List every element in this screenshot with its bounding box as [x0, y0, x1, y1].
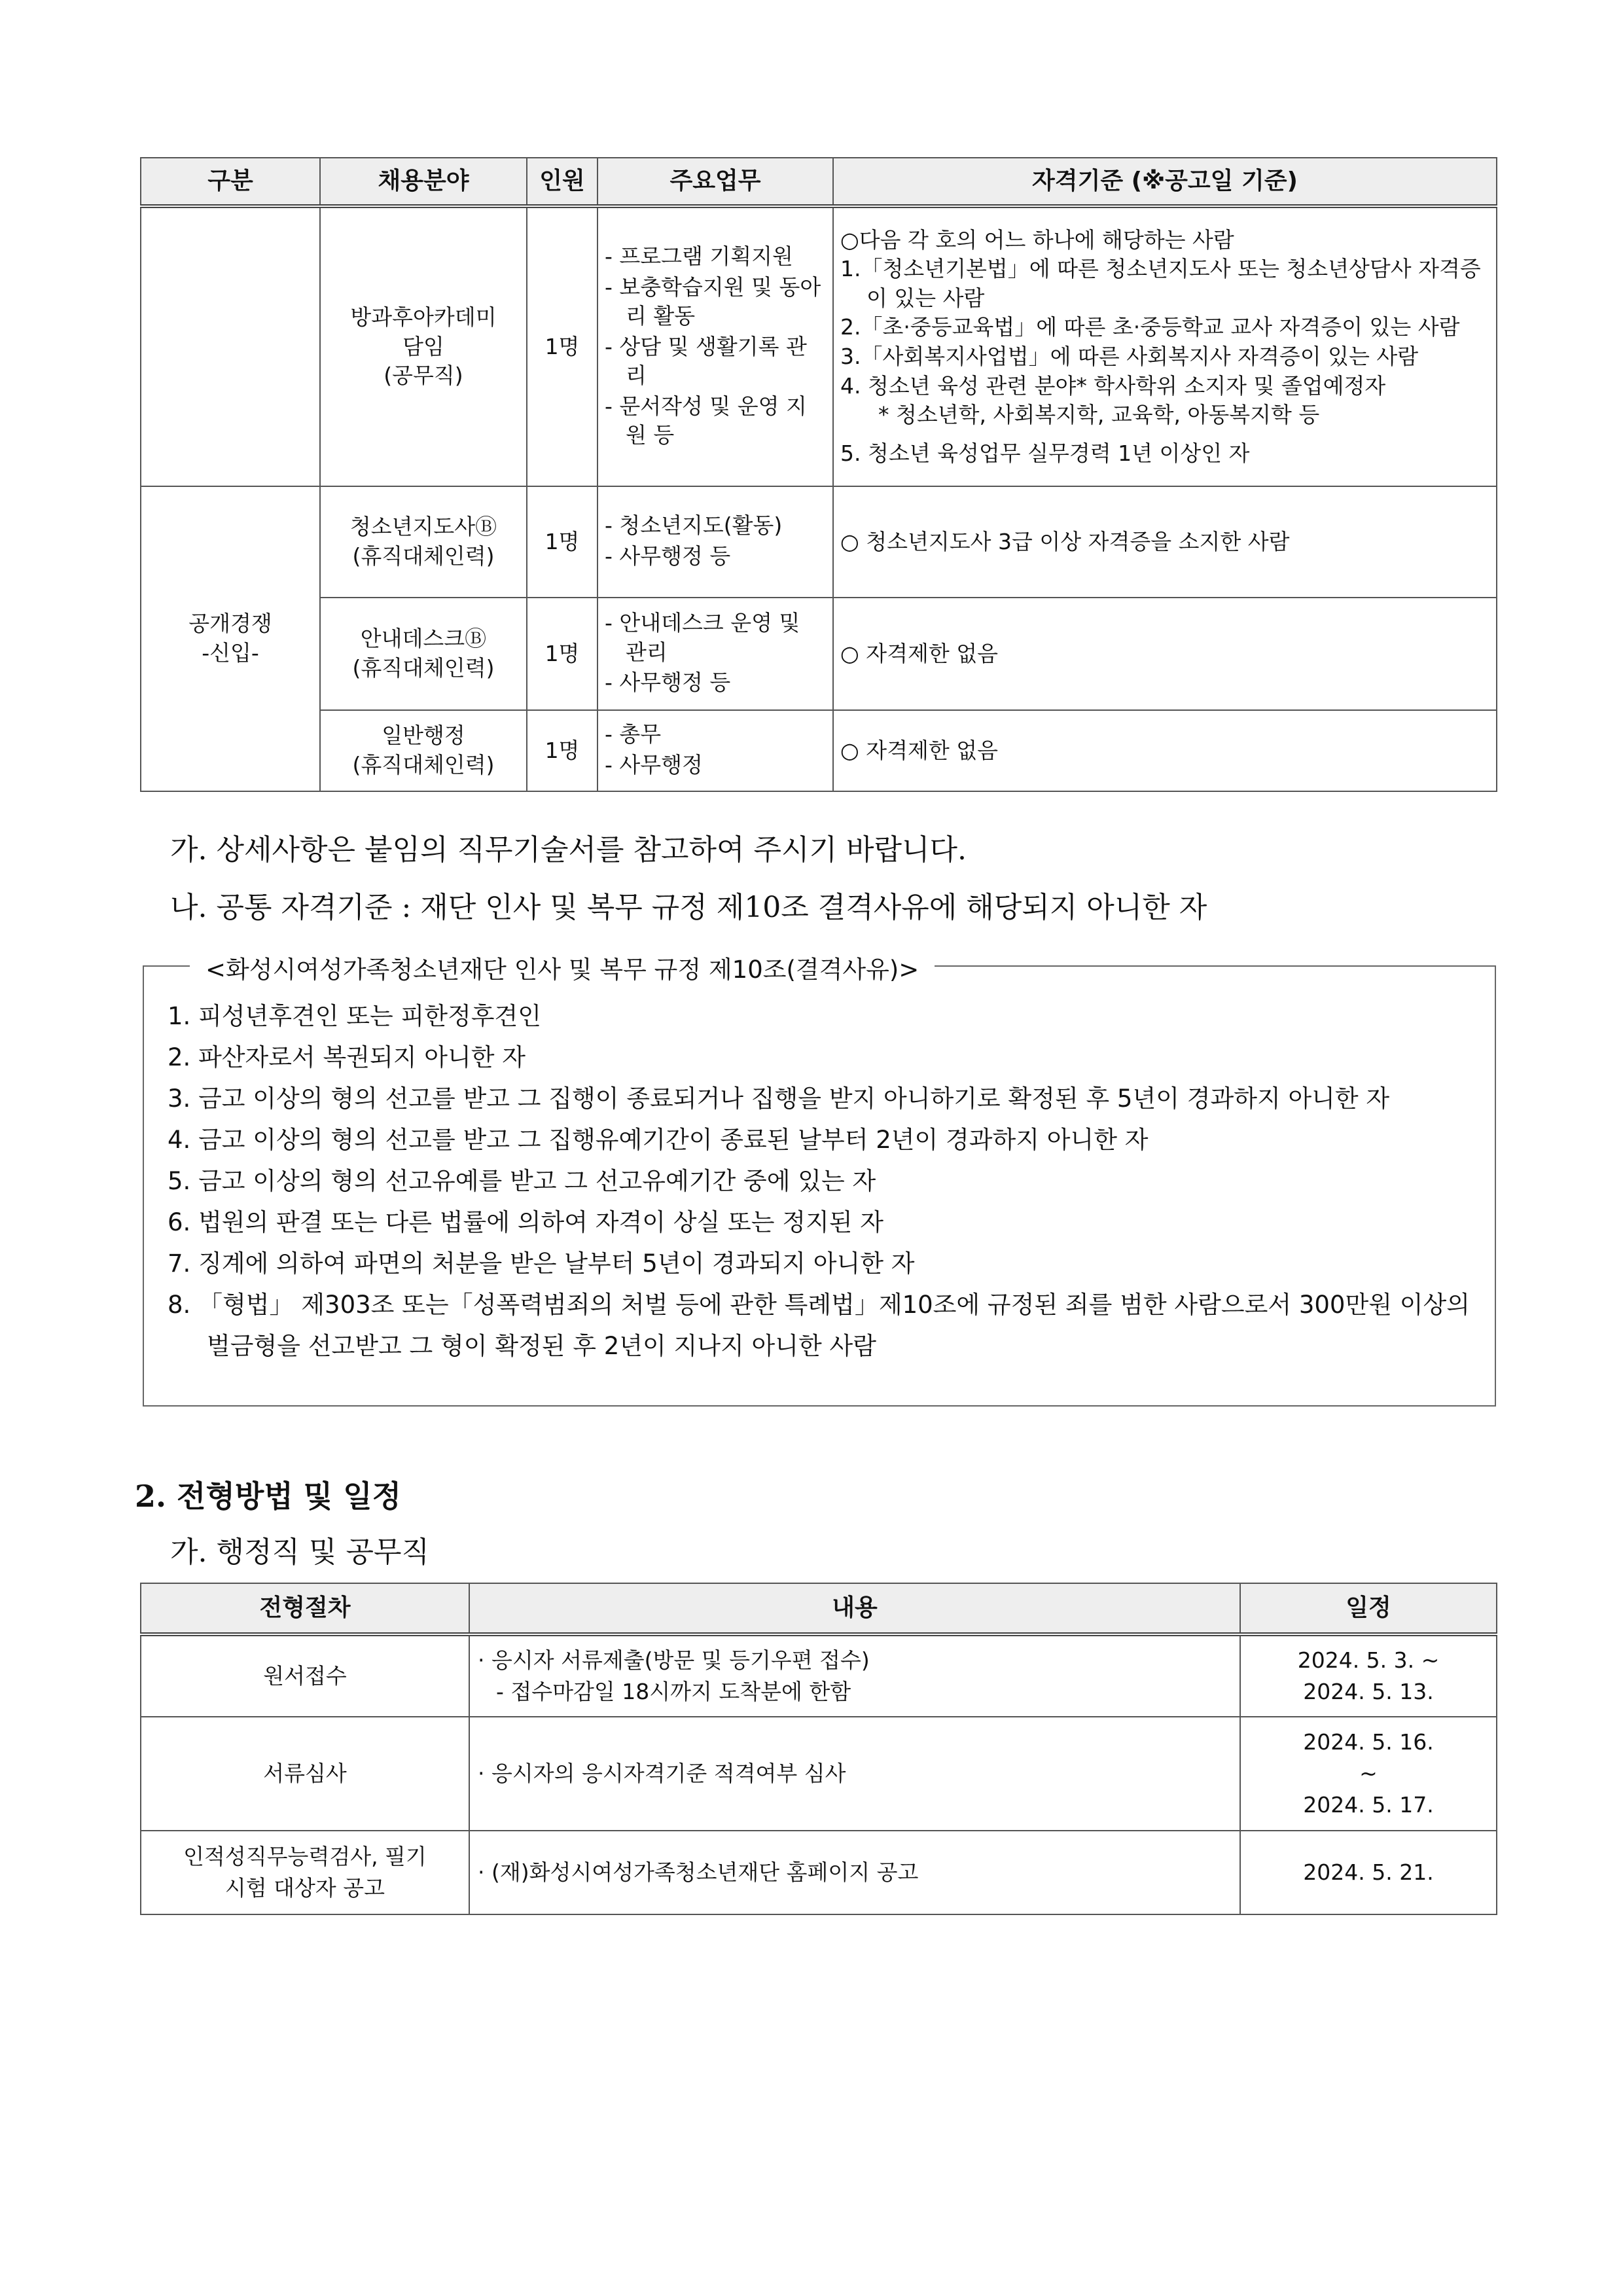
step-cell: 서류심사 — [141, 1717, 469, 1831]
duty-item: - 안내데스크 운영 및 관리 — [605, 610, 800, 665]
list-item: 2. 파산자로서 복권되지 아니한 자 — [168, 1043, 526, 1071]
qualification-cell: ○ 자격제한 없음 — [833, 598, 1497, 710]
field-cell — [320, 710, 527, 791]
recruitment-table — [140, 157, 1497, 792]
date-cell — [1240, 1717, 1497, 1831]
duties-cell — [597, 486, 833, 598]
note-na: 나. 공통 자격기준 : 재단 인사 및 복무 규정 제10조 결격사유에 해당되지 아니한 자 — [170, 891, 1207, 924]
field-line: (휴직대체인력) — [352, 655, 495, 681]
duty-item: - 사무행정 — [605, 752, 703, 778]
header-category: 구분 — [141, 158, 320, 206]
table-row — [141, 206, 1497, 486]
content-cell — [469, 1831, 1240, 1914]
header-content: 내용 — [469, 1583, 1240, 1634]
duty-item: - 총무 — [605, 721, 662, 747]
duties-cell — [597, 598, 833, 710]
field-line: (휴직대체인력) — [352, 543, 495, 569]
qualification-lead: ○다음 각 호의 어느 하나에 해당하는 사람 — [840, 226, 1234, 253]
field-line: 안내데스크Ⓑ — [360, 626, 487, 652]
field-cell — [320, 486, 527, 598]
field-line: (휴직대체인력) — [352, 752, 495, 778]
count-cell: 1명 — [527, 598, 597, 710]
field-line: 방과후아카데미 — [350, 304, 497, 331]
recruitment-table-header — [141, 158, 1497, 206]
field-cell — [320, 206, 527, 486]
header-duties: 주요업무 — [597, 158, 833, 206]
category-label: 공개경쟁 — [188, 611, 272, 637]
date-line: 2024. 5. 3. ~ — [1297, 1647, 1440, 1674]
header-date: 일정 — [1240, 1583, 1497, 1634]
duty-item: - 사무행정 등 — [605, 543, 731, 569]
list-item: 5. 금고 이상의 형의 선고유예를 받고 그 선고유예기간 중에 있는 자 — [168, 1167, 876, 1195]
count-cell: 1명 — [527, 710, 597, 791]
qualification-item: 3.「사회복지사업법」에 따른 사회복지사 자격증이 있는 사람 — [840, 344, 1419, 369]
list-item: 6. 법원의 판결 또는 다른 법률에 의하여 자격이 상실 또는 정지된 자 — [168, 1208, 883, 1236]
field-line: 청소년지도사Ⓑ — [349, 514, 497, 540]
qualification-item: 5. 청소년 육성업무 실무경력 1년 이상인 자 — [840, 440, 1250, 466]
duty-item: - 상담 및 생활기록 관리 — [605, 333, 807, 389]
content-cell — [469, 1717, 1240, 1831]
note-ga: 가. 상세사항은 붙임의 직무기술서를 참고하여 주시기 바랍니다. — [170, 833, 967, 867]
field-cell — [320, 598, 527, 710]
category-label: -신입- — [202, 640, 259, 666]
step-cell: 인적성직무능력검사, 필기시험 대상자 공고 — [141, 1831, 469, 1914]
qualification-cell — [833, 206, 1497, 486]
content-cell — [469, 1634, 1240, 1717]
list-item: 8. 「형법」 제303조 또는「성폭력범죄의 처벌 등에 관한 특례법」제10조에 규정된 죄를 범한 사람으로서 300만원 이상의 벌금형을 선고받고 그 형이 확정된 후 2년이 지나지 아니한 사람 — [168, 1291, 1470, 1360]
duties-cell — [597, 710, 833, 791]
content-line: · (재)화성시여성가족청소년재단 홈페이지 공고 — [478, 1859, 919, 1886]
schedule-table-header — [141, 1583, 1497, 1634]
date-line: 2024. 5. 13. — [1303, 1679, 1434, 1704]
duty-item: - 프로그램 기획지원 — [605, 243, 793, 270]
date-line: 2024. 5. 17. — [1303, 1791, 1434, 1818]
qualification-item: 1.「청소년기본법」에 따른 청소년지도사 또는 청소년상담사 자격증이 있는 사람 — [840, 256, 1481, 311]
schedule-table — [140, 1583, 1497, 1915]
box-title: <화성시여성가족청소년재단 인사 및 복무 규정 제10조(결격사유)> — [190, 950, 935, 985]
content-line: · 응시자의 응시자격기준 적격여부 심사 — [478, 1761, 846, 1787]
qualification-cell: ○ 청소년지도사 3급 이상 자격증을 소지한 사람 — [833, 486, 1497, 598]
field-line: 일반행정 — [382, 723, 465, 749]
table-row — [141, 1831, 1497, 1914]
date-line: 2024. 5. 16. — [1303, 1729, 1434, 1755]
header-qualification: 자격기준 (※공고일 기준) — [833, 158, 1497, 206]
qualification-item: 2.「초·중등교육법」에 따른 초·중등학교 교사 자격증이 있는 사람 — [840, 314, 1460, 340]
table-row — [141, 598, 1497, 710]
field-line: (공무직) — [383, 363, 463, 389]
list-item: 7. 징계에 의하여 파면의 처분을 받은 날부터 5년이 경과되지 아니한 자 — [168, 1249, 915, 1278]
duty-item: - 문서작성 및 운영 지원 등 — [605, 393, 807, 448]
section-subheading: 가. 행정직 및 공무직 — [170, 1535, 429, 1569]
count-cell: 1명 — [527, 206, 597, 486]
header-count: 인원 — [527, 158, 597, 206]
header-field: 채용분야 — [320, 158, 527, 206]
date-cell — [1240, 1634, 1497, 1717]
disqualification-list — [168, 996, 1476, 1367]
table-row — [141, 1634, 1497, 1717]
table-row — [141, 486, 1497, 598]
step-cell: 원서접수 — [141, 1634, 469, 1717]
duties-cell — [597, 206, 833, 486]
category-cell-empty — [141, 206, 320, 486]
disqualification-box — [143, 956, 1496, 1407]
duty-item: - 보충학습지원 및 동아리 활동 — [605, 274, 821, 329]
list-item: 4. 금고 이상의 형의 선고를 받고 그 집행유예기간이 종료된 날부터 2년이 경과하지 아니한 자 — [168, 1126, 1149, 1154]
section-heading: 2. 전형방법 및 일정 — [135, 1479, 402, 1514]
qualification-cell: ○ 자격제한 없음 — [833, 710, 1497, 791]
date-cell — [1240, 1831, 1497, 1914]
duty-item: - 청소년지도(활동) — [605, 512, 783, 539]
category-cell — [141, 486, 320, 791]
list-item: 3. 금고 이상의 형의 선고를 받고 그 집행이 종료되거나 집행을 받지 아니하기로 확정된 후 5년이 경과하지 아니한 자 — [168, 1085, 1390, 1113]
header-step: 전형절차 — [141, 1583, 469, 1634]
table-row — [141, 1717, 1497, 1831]
count-cell: 1명 — [527, 486, 597, 598]
duty-item: - 사무행정 등 — [605, 670, 731, 696]
content-subline: - 접수마감일 18시까지 도착분에 한함 — [496, 1679, 851, 1704]
content-line: · 응시자 서류제출(방문 및 등기우편 접수) — [478, 1647, 870, 1674]
qualification-note: * 청소년학, 사회복지학, 교육학, 아동복지학 등 — [878, 402, 1320, 428]
qualification-item: 4. 청소년 육성 관련 분야* 학사학위 소지자 및 졸업예정자 — [840, 372, 1386, 399]
table-row — [141, 710, 1497, 791]
list-item: 1. 피성년후견인 또는 피한정후견인 — [168, 1002, 541, 1030]
date-line: ~ — [1359, 1761, 1378, 1787]
date-line: 2024. 5. 21. — [1303, 1859, 1434, 1886]
field-line: 담임 — [402, 333, 444, 359]
